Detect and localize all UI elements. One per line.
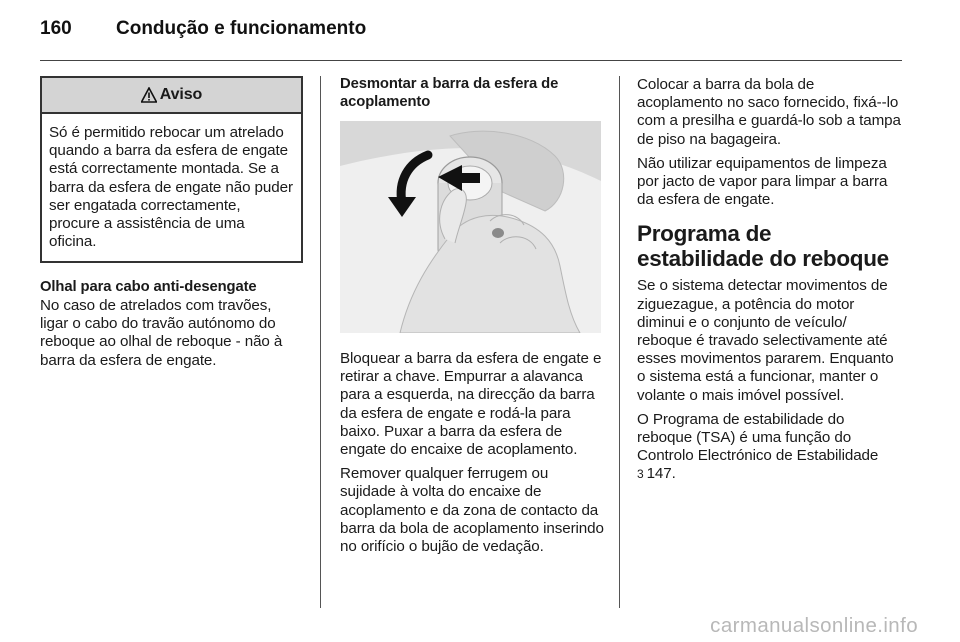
page-reference-arrow-icon: 3 bbox=[637, 467, 644, 482]
page-reference[interactable]: 147. bbox=[646, 465, 676, 483]
column-3 bbox=[637, 76, 903, 490]
column-divider bbox=[320, 76, 321, 608]
page-number: 160 bbox=[40, 18, 72, 39]
column-divider bbox=[619, 76, 620, 608]
paragraph: Colocar a barra da bola de acoplamento no saco fornecido, fixá--lo com a presilha e guardá-lo sob a tampa de piso na bagageira. bbox=[637, 76, 901, 148]
paragraph: Remover qualquer ferrugem ou sujidade à volta do encaixe de acoplamento e da zona de contacto da barra da bola de acoplamento inserindo no orifício o bujão de vedação. bbox=[340, 465, 604, 556]
warning-header bbox=[42, 78, 301, 114]
paragraph: Bloquear a barra da esfera de engate e retirar a chave. Empurrar a alavanca para a esquerda, na direcção da barra da esfera de engate e rodá-la para baixo. Puxar a barra da esfera de engate do encaixe de acoplamento. bbox=[340, 350, 602, 459]
subheading-remove-ball-bar: Desmontar a barra da esfera de acoplamento bbox=[340, 76, 559, 110]
paragraph: No caso de atrelados com travões, ligar o cabo do travão autónomo do reboque ao olhal de reboque - não à barra da esfera de engate. bbox=[40, 296, 283, 369]
section-heading-tsa: Programa de estabilidade do reboque bbox=[637, 221, 889, 272]
watermark: carmanualsonline.info bbox=[710, 614, 918, 637]
warning-triangle-icon bbox=[141, 87, 157, 103]
paragraph: Se o sistema detectar movimentos de ziguezague, a potência do motor diminui e o conjunto de veículo/ reboque é travado selectivamente até esses movimentos pararem. Enquanto o sistema está a funcionar, manter o volante o mais imóvel possível. bbox=[637, 277, 894, 404]
warning-title: Aviso bbox=[159, 85, 203, 103]
illustration-ball-bar-removal bbox=[340, 121, 601, 333]
section-title: Condução e funcionamento bbox=[116, 18, 367, 39]
warning-box bbox=[40, 76, 303, 263]
column-1 bbox=[40, 76, 303, 376]
paragraph: Não utilizar equipamentos de limpeza por jacto de vapor para limpar a barra da esfera de engate. bbox=[637, 154, 888, 209]
header-rule bbox=[40, 60, 902, 61]
paragraph bbox=[637, 411, 903, 484]
warning-text: Só é permitido rebocar um atrelado quando a barra da esfera de engate está correctamente montada. Se a barra da esfera de engate não puder ser engatada correctamente, procure a assistência de uma oficina. bbox=[49, 124, 293, 251]
page-header bbox=[40, 18, 366, 48]
column-2 bbox=[340, 76, 604, 562]
subheading-cable-eyelet: Olhal para cabo anti-desengate bbox=[40, 279, 257, 296]
paragraph-text: O Programa de estabilidade do reboque (TSA) é uma função do Controlo Electrónico de Estabilidade bbox=[637, 410, 879, 465]
